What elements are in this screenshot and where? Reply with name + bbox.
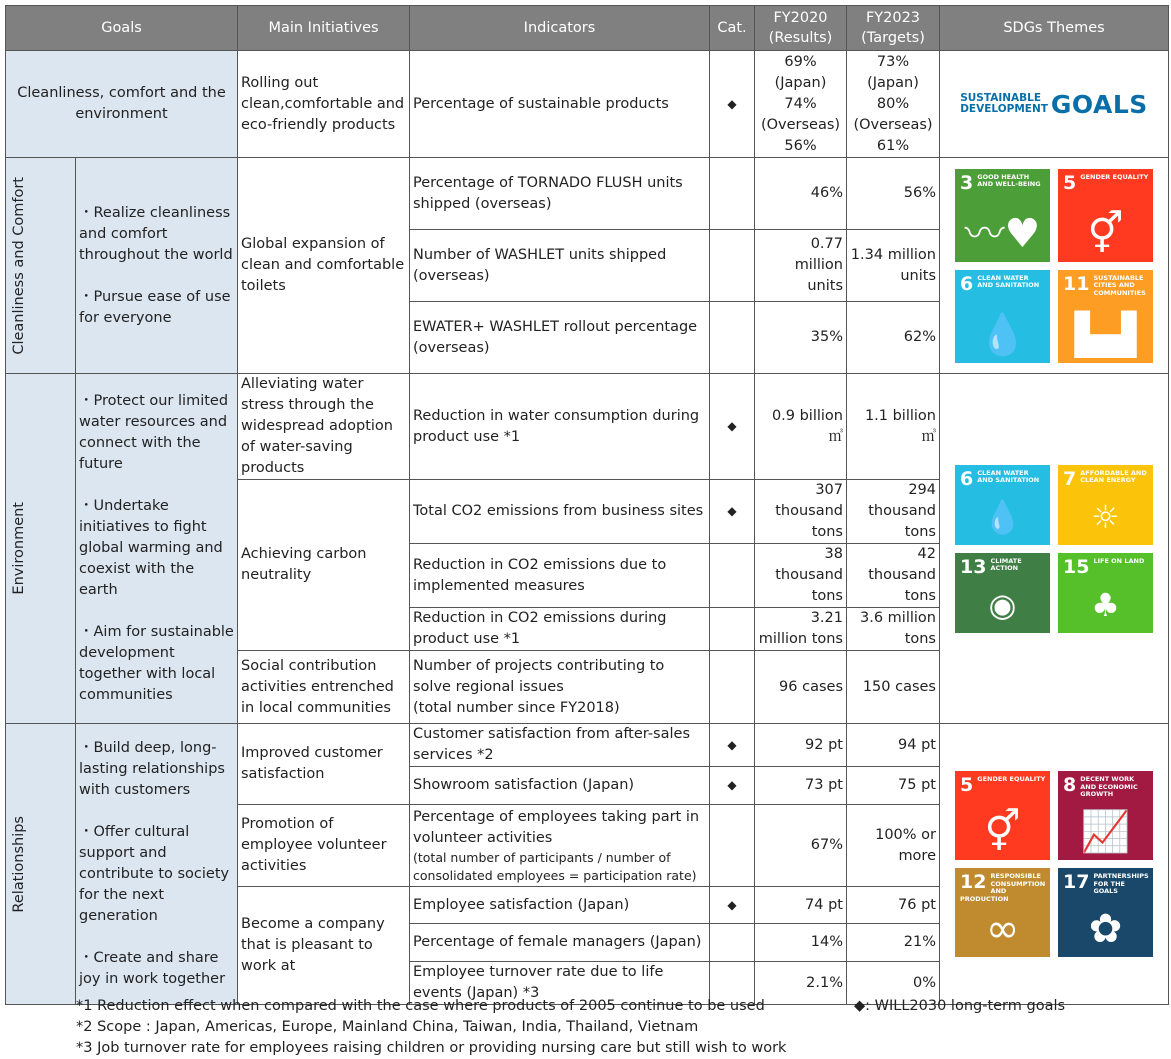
fy2020-cell: 3.21 million tons [755,608,847,651]
cat-cell [710,805,755,887]
indicator-note: (total number of participants / number of consolidated employees = participation rate) [413,849,697,883]
fy2020-cell: 35% [755,302,847,374]
sdg-tile-17 [1058,868,1153,957]
sdg-logo-left: SUSTAINABLE DEVELOPMENT [960,92,1048,115]
partnership-flower-icon: ✿ [1088,906,1123,952]
cat-cell [710,302,755,374]
sdg-tile-6 [955,270,1050,363]
goals-table [5,5,1169,1005]
sdg-tiles [943,465,1165,633]
water-drop-icon: 💧 [982,497,1023,536]
goal-cell: Cleanliness, comfort and the environment [6,51,238,158]
fy2023-cell: 294 thousand tons [847,480,940,544]
sdg-tile-8 [1058,771,1153,860]
goal-bullet: ・Offer cultural support and contribute to society for the next generation [79,824,230,924]
fy2023-cell: 21% [847,924,940,962]
cat-cell [710,608,755,651]
sdg-tile-number: 15 [1063,555,1090,578]
indicator-cell: Reduction in CO2 emissions due to implemented measures [410,544,710,608]
sun-power-icon: ☼ [1091,497,1120,536]
indicator-cell: Total CO2 emissions from business sites [410,480,710,544]
fy2020-cell: 0.9 billion ㎥ [755,374,847,480]
table-row [6,374,1169,480]
goal-bullet: ・Undertake initiatives to fight global warming and coexist with the earth [79,498,223,598]
fy2023-cell: 150 cases [847,651,940,724]
cat-cell [710,544,755,608]
initiative-cell: Global expansion of clean and comfortable toilets [238,158,410,374]
gender-equality-icon: ⚥ [984,809,1021,855]
sdg-tiles [943,169,1165,363]
section-cleanliness: Cleanliness and Comfort [11,176,27,355]
fy2020-cell: 14% [755,924,847,962]
goals-list [76,374,238,724]
goal-bullet: ・Pursue ease of use for everyone [79,288,231,326]
fy2023-cell: 73% (Japan) 80% (Overseas) 61% [847,51,940,158]
cat-diamond: ◆ [710,887,755,924]
indicator-cell: Number of projects contributing to solve regional issues (total number since FY2018) [410,651,710,724]
fy2023-cell: 1.1 billion ㎥ [847,374,940,480]
fy2023-cell: 0% [847,962,940,1005]
sdg-tile-number: 5 [1063,171,1077,194]
sdg-tile-label: AFFORDABLE AND CLEAN ENERGY [1080,468,1147,484]
fy2020-cell: 92 pt [755,724,847,767]
fy2023-cell: 62% [847,302,940,374]
footnote-3: *3 Job turnover rate for employees raising children or providing nursing care but still wish to work [76,1040,787,1056]
section-label [6,374,76,724]
sdg-tile-number: 5 [960,774,974,796]
header-fy2020: FY2020 (Results) [755,6,847,51]
sdg-tile-label: CLIMATE ACTION [990,556,1022,572]
fy2020-cell: 74 pt [755,887,847,924]
sdg-logo-cell [940,51,1169,158]
sdg-tile-label: GOOD HEALTH AND WELL-BEING [977,172,1041,188]
fy2023-cell: 3.6 million tons [847,608,940,651]
indicator-cell [410,805,710,887]
fy2023-cell: 1.34 million units [847,230,940,302]
sdg-tile-label: DECENT WORK AND ECONOMIC GROWTH [1080,775,1138,798]
header-row [6,6,1169,51]
cat-cell [710,158,755,230]
table-row [6,724,1169,767]
fy2020-cell: 69% (Japan) 74% (Overseas) 56% [755,51,847,158]
sdg-tile-number: 12 [960,871,987,893]
fy2020-cell: 307 thousand tons [755,480,847,544]
sdg-logo-right: GOALS [1050,89,1148,119]
sdg-tile-number: 6 [960,467,974,490]
initiative-cell: Become a company that is pleasant to work at [238,887,410,1005]
goal-bullet: ・Realize cleanliness and comfort throughout the world [79,204,233,263]
sdg-tile-5 [1058,169,1153,262]
sdg-tile-number: 6 [960,272,974,295]
section-label [6,158,76,374]
gender-equality-icon: ⚥ [1087,210,1124,257]
goal-bullet: ・Aim for sustainable development together with local communities [79,624,234,703]
sdg-tile-number: 8 [1063,774,1077,796]
footnote-1: *1 Reduction effect when compared with the case where products of 2005 continue to be used [76,998,765,1014]
fy2023-cell: 100% or more [847,805,940,887]
section-environment: Environment [11,502,27,595]
sdg-tile-label: RESPONSIBLE CONSUMPTION AND PRODUCTION [960,872,1046,903]
fy2023-cell: 42 thousand tons [847,544,940,608]
sdg-tile-label: SUSTAINABLE CITIES AND COMMUNITIES [1093,273,1146,297]
cat-cell [710,230,755,302]
footnote-2: *2 Scope : Japan, Americas, Europe, Mainland China, Taiwan, India, Thailand, Vietnam [76,1019,699,1035]
tree-icon: ♣ [1091,585,1120,624]
indicator-cell: Showroom satisfaction (Japan) [410,767,710,805]
sdg-tile-12 [955,868,1050,957]
fy2020-cell: 2.1% [755,962,847,1005]
indicator-cell: Reduction in CO2 emissions during product use *1 [410,608,710,651]
heartbeat-icon: 〰♥ [964,210,1041,257]
header-cat: Cat. [710,6,755,51]
table-row [6,158,1169,230]
initiative-cell: Improved customer satisfaction [238,724,410,805]
fy2020-cell: 67% [755,805,847,887]
goal-bullet: ・Create and share joy in work together [79,950,226,987]
sdg-tile-number: 7 [1063,467,1077,490]
goal-bullet: ・Protect our limited water resources and connect with the future [79,393,229,472]
sdg-tile-label: CLEAN WATER AND SANITATION [977,273,1040,289]
fy2023-cell: 94 pt [847,724,940,767]
section-relationships: Relationships [11,815,27,913]
initiative-cell: Alleviating water stress through the widespread adoption of water-saving products [238,374,410,480]
cat-diamond: ◆ [710,51,755,158]
indicator-cell: Percentage of sustainable products [410,51,710,158]
cat-diamond: ◆ [710,724,755,767]
fy2020-cell: 0.77 million units [755,230,847,302]
cat-diamond: ◆ [710,767,755,805]
header-indicators: Indicators [410,6,710,51]
growth-chart-icon: 📈 [1080,809,1131,855]
fy2020-cell: 46% [755,158,847,230]
indicator-cell: EWATER+ WASHLET rollout percentage (overseas) [410,302,710,374]
sdg-tile-number: 3 [960,171,974,194]
indicator-cell: Customer satisfaction from after-sales services *2 [410,724,710,767]
initiative-cell: Achieving carbon neutrality [238,480,410,651]
sdg-tile-3 [955,169,1050,262]
diamond-legend: ◆: WILL2030 long-term goals [854,998,1066,1014]
water-drop-icon: 💧 [977,311,1028,358]
sdg-tile-6 [955,465,1050,545]
sdg-tile-label: PARTNERSHIPS FOR THE GOALS [1093,872,1149,895]
sdg-tiles-cell [940,724,1169,1005]
sdg-tiles-cell [940,158,1169,374]
fy2020-cell: 38 thousand tons [755,544,847,608]
sdg-tile-label: CLEAN WATER AND SANITATION [977,468,1040,484]
table-row [6,51,1169,158]
sdg-tile-7 [1058,465,1153,545]
sdg-tiles-cell [940,374,1169,724]
sdg-tiles [943,771,1165,957]
goals-list [76,724,238,1005]
sdg-logo [943,89,1165,119]
cat-diamond: ◆ [710,480,755,544]
goals-table-wrapper [5,5,1169,1005]
fy2023-cell: 76 pt [847,887,940,924]
goals-list [76,158,238,374]
indicator-text: Percentage of employees taking part in volunteer activities [413,808,700,846]
header-initiatives: Main Initiatives [238,6,410,51]
sdg-tile-number: 11 [1063,272,1090,295]
sdg-tile-number: 17 [1063,871,1090,893]
indicator-cell: Percentage of female managers (Japan) [410,924,710,962]
sdg-tile-number: 13 [960,555,987,578]
header-goals: Goals [6,6,238,51]
sdg-tile-11 [1058,270,1153,363]
sdg-tile-label: GENDER EQUALITY [977,775,1046,783]
sdg-tile-15 [1058,553,1153,633]
indicator-cell: Reduction in water consumption during product use *1 [410,374,710,480]
header-fy2023: FY2023 (Targets) [847,6,940,51]
sdg-tile-label: LIFE ON LAND [1093,556,1145,565]
initiative-cell: Social contribution activities entrenched in local communities [238,651,410,724]
eye-globe-icon: ◉ [988,585,1017,624]
indicator-cell: Number of WASHLET units shipped (overseas) [410,230,710,302]
cat-cell [710,924,755,962]
section-label [6,724,76,1005]
sdg-tile-13 [955,553,1050,633]
fy2023-cell: 56% [847,158,940,230]
fy2023-cell: 75 pt [847,767,940,805]
sdg-tile-5 [955,771,1050,860]
initiative-cell: Promotion of employee volunteer activities [238,805,410,887]
cat-cell [710,651,755,724]
header-sdgs: SDGs Themes [940,6,1169,51]
infinity-icon: ∞ [985,906,1020,952]
sdg-tile-label: GENDER EQUALITY [1080,172,1149,181]
goal-bullet: ・Build deep, long-lasting relationships with customers [79,740,225,798]
cat-diamond: ◆ [710,374,755,480]
city-icon: ▙▟ [1074,311,1137,358]
fy2020-cell: 96 cases [755,651,847,724]
indicator-cell: Percentage of TORNADO FLUSH units shipped (overseas) [410,158,710,230]
indicator-cell: Employee turnover rate due to life events (Japan) *3 [410,962,710,1005]
fy2020-cell: 73 pt [755,767,847,805]
initiative-cell: Rolling out clean,comfortable and eco-friendly products [238,51,410,158]
footnotes [76,996,1066,1059]
indicator-cell: Employee satisfaction (Japan) [410,887,710,924]
